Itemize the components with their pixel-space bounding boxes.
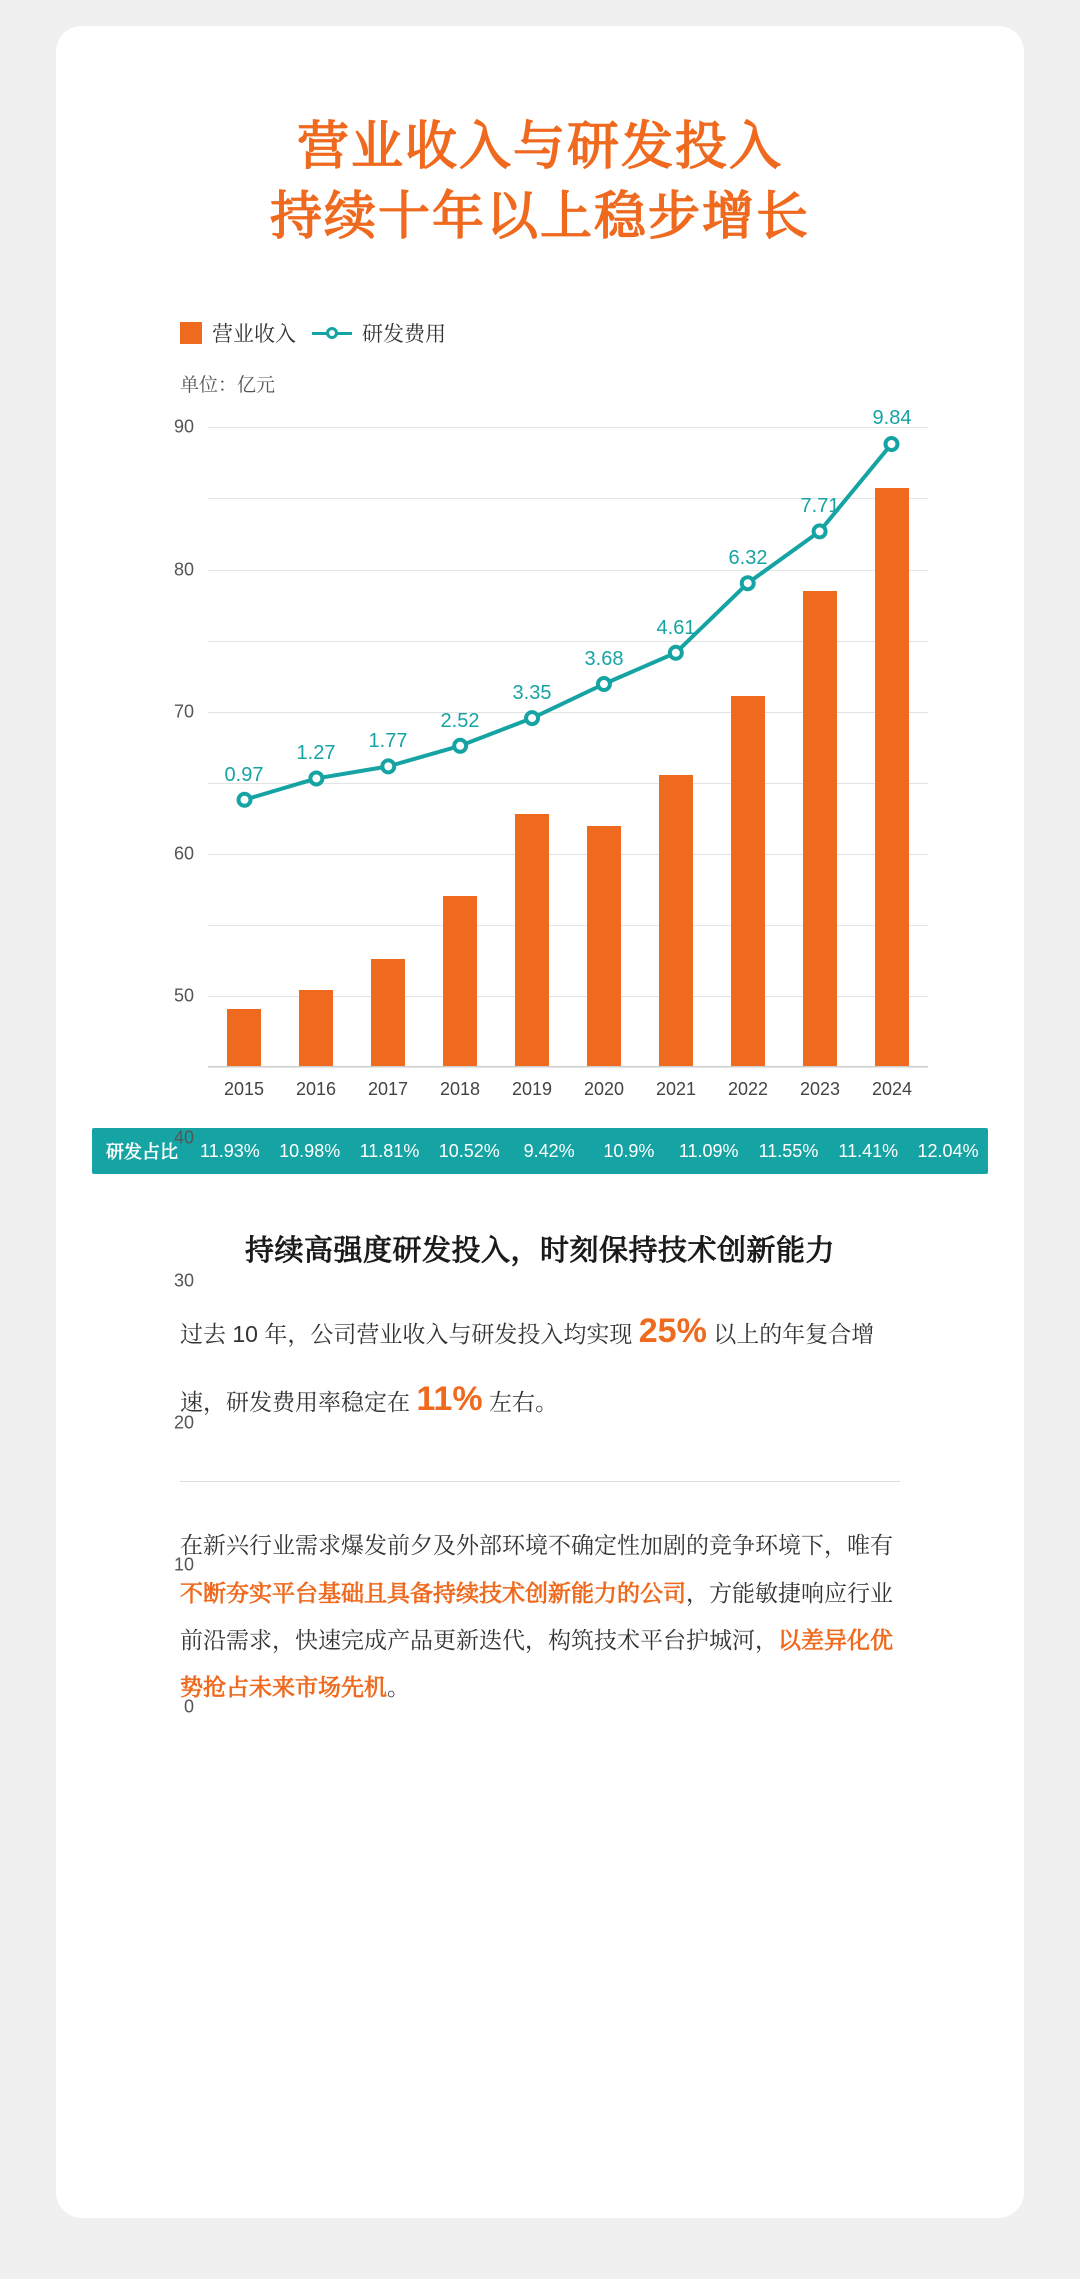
rd-point-label: 1.27 (296, 742, 336, 765)
bar-slot (640, 427, 712, 1066)
legend-line-swatch-icon (312, 325, 352, 341)
x-axis-label: 2023 (799, 1079, 841, 1100)
para1-highlight-11: 11% (416, 1380, 483, 1419)
para2-highlight-1: 不断夯实平台基础且具备持续技术创新能力的公司 (180, 1579, 686, 1606)
y-axis-tick: 10 (173, 1554, 194, 1575)
x-axis-label: 2022 (727, 1079, 769, 1100)
summary-paragraph-2 (56, 1482, 1024, 1711)
revenue-bar (587, 826, 621, 1066)
legend-label-revenue: 营业收入 (212, 323, 296, 347)
para2-part-b: ，方能敏捷响应行业前沿需求，快速完成产品更新迭代，构筑技术平台护城河， (180, 1579, 893, 1653)
rd-ratio-value: 11.41% (838, 1140, 899, 1161)
rd-ratio-value: 11.81% (359, 1140, 420, 1161)
revenue-bar (443, 896, 477, 1066)
bar-slot (856, 427, 928, 1066)
summary-text-block (56, 1174, 1024, 1433)
page-title (56, 26, 1024, 252)
y-axis-tick: 30 (173, 1270, 194, 1291)
y-axis-tick: 80 (173, 559, 194, 580)
rd-point-label: 9.84 (872, 407, 912, 430)
rd-point-label: 3.35 (512, 681, 552, 704)
summary-heading: 持续高强度研发投入，时刻保持技术创新能力 (244, 1235, 835, 1268)
revenue-bar (731, 696, 765, 1066)
rd-point-label: 7.71 (800, 494, 840, 517)
rd-ratio-value: 10.52% (438, 1140, 500, 1161)
para2-highlight-2: 以差异化优势抢占未来市场先机 (180, 1626, 893, 1700)
x-axis-label: 2021 (655, 1079, 697, 1100)
revenue-bar (371, 959, 405, 1066)
para1-part-b: 以上的年复合增速，研发费用率稳定在 (180, 1321, 875, 1416)
bar-slot (784, 427, 856, 1066)
y-axis-tick: 90 (173, 416, 194, 437)
title-line-2: 持续十年以上稳步增长 (269, 188, 810, 247)
rd-point-label: 1.77 (368, 730, 408, 753)
rd-ratio-value: 12.04% (917, 1140, 979, 1161)
legend-item-revenue (180, 318, 296, 348)
rd-ratio-strip (92, 1128, 988, 1174)
rd-ratio-value: 11.55% (758, 1140, 819, 1161)
rd-ratio-value: 11.93% (200, 1140, 260, 1161)
revenue-bar (227, 1009, 261, 1067)
x-axis-label: 2017 (367, 1079, 409, 1100)
y-axis-tick: 70 (173, 701, 194, 722)
revenue-bar (515, 814, 549, 1066)
y-axis-tick: 0 (183, 1696, 194, 1717)
y-axis-tick: 60 (173, 843, 194, 864)
rd-ratio-value: 10.9% (603, 1140, 655, 1161)
rd-point-label: 2.52 (440, 709, 480, 732)
bar-slot (424, 427, 496, 1066)
para1-part-a: 过去 10 年，公司营业收入与研发投入均实现 (180, 1321, 639, 1348)
content-card (56, 26, 1024, 2218)
rd-ratio-values (190, 1141, 988, 1162)
title-line-1: 营业收入与研发投入 (296, 118, 783, 176)
y-axis-tick: 50 (173, 985, 194, 1006)
x-axis-label: 2016 (295, 1079, 337, 1100)
revenue-bar (659, 775, 693, 1067)
chart-unit-label: 单位：亿元 (180, 375, 276, 397)
para1-highlight-25: 25% (638, 1312, 707, 1351)
y-axis-tick: 40 (173, 1127, 194, 1148)
x-axis-label: 2018 (439, 1079, 481, 1100)
legend-bar-swatch-icon (180, 322, 202, 344)
chart-legend (56, 318, 1024, 348)
x-axis-label: 2020 (583, 1079, 625, 1100)
legend-item-rd (312, 318, 446, 348)
rd-point-label: 0.97 (224, 763, 264, 786)
revenue-bar (803, 591, 837, 1066)
rd-ratio-value: 9.42% (523, 1140, 575, 1161)
x-axis-label: 2024 (871, 1079, 913, 1100)
para2-part-a: 在新兴行业需求爆发前夕及外部环境不确定性加剧的竞争环境下，唯有 (180, 1532, 893, 1559)
rd-point-label: 6.32 (728, 546, 768, 569)
summary-paragraph-1 (180, 1297, 900, 1433)
rd-ratio-value: 11.09% (678, 1140, 739, 1161)
revenue-bar (875, 488, 909, 1066)
rd-point-label: 4.61 (656, 616, 696, 639)
rd-ratio-value: 10.98% (279, 1140, 341, 1161)
bar-slot (568, 427, 640, 1066)
bar-slot (496, 427, 568, 1066)
para2-part-c: 。 (387, 1673, 410, 1700)
y-axis-tick: 20 (173, 1412, 194, 1433)
chart-x-axis-labels (208, 1079, 928, 1100)
x-axis-label: 2015 (223, 1079, 265, 1100)
bar-slot (712, 427, 784, 1066)
legend-label-rd: 研发费用 (362, 323, 446, 347)
x-axis-label: 2019 (511, 1079, 553, 1100)
para1-part-c: 左右。 (482, 1389, 558, 1416)
rd-point-label: 3.68 (584, 647, 624, 670)
bar-slot (208, 427, 280, 1066)
rd-ratio-title: 研发占比 (106, 1142, 178, 1163)
revenue-bar (299, 990, 333, 1067)
